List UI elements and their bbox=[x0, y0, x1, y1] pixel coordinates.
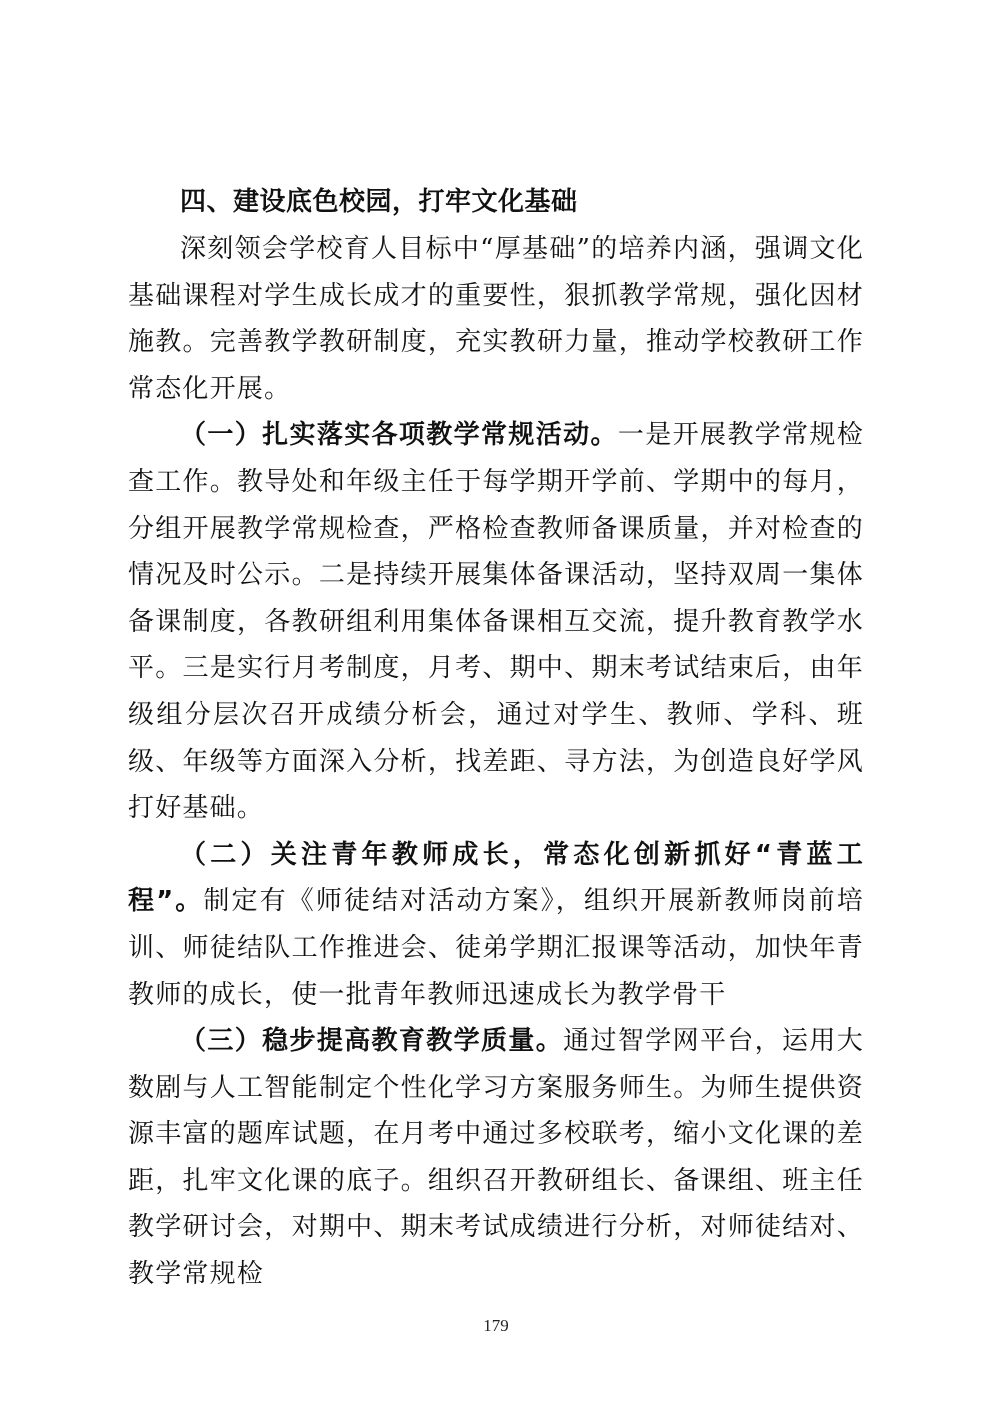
section-heading: 四、建设底色校园，打牢文化基础 bbox=[180, 187, 578, 217]
section-intro-paragraph: 深刻领会学校育人目标中“厚基础”的培养内涵，强调文化基础课程对学生成长成才的重要性，狠抓教学常规，强化因材施教。完善教学教研制度，充实教研力量，推动学校教研工作常态化开展。 bbox=[128, 234, 864, 404]
item-3-lead: （三）稳步提高教育教学质量。 bbox=[180, 1026, 564, 1057]
item-1-lead: （一）扎实落实各项教学常规活动。 bbox=[180, 420, 618, 451]
item-3-paragraph bbox=[128, 1018, 864, 1298]
page-number: 179 bbox=[483, 1316, 509, 1335]
item-2-paragraph bbox=[128, 832, 864, 1018]
item-1-body: 一是开展教学常规检查工作。教导处和年级主任于每学期开学前、学期中的每月，分组开展教学常规检查，严格检查教师备课质量，并对检查的情况及时公示。二是持续开展集体备课活动，坚持双周一集体备课制度，各教研组利用集体备课相互交流，提升教育教学水平。三是实行月考制度，月考、期中、期末考试结束后，由年级组分层次召开成绩分析会，通过对学生、教师、学科、班级、年级等方面深入分析，找差距、寻方法，为创造良好学风打好基础。 bbox=[128, 420, 864, 824]
item-1-paragraph bbox=[128, 412, 864, 831]
document-body bbox=[128, 178, 864, 1298]
item-3-body: 通过智学网平台，运用大数剧与人工智能制定个性化学习方案服务师生。为师生提供资源丰富的题库试题，在月考中通过多校联考，缩小文化课的差距，扎牢文化课的底子。组织召开教研组长、备课组、班主任教学研讨会，对期中、期末考试成绩进行分析，对师徒结对、教学常规检 bbox=[128, 1026, 864, 1290]
item-2-lead: （二）关注青年教师成长，常态化创新抓好“青蓝工程”。 bbox=[128, 839, 864, 917]
item-2-body: 制定有《师徒结对活动方案》，组织开展新教师岗前培训、师徒结队工作推进会、徒弟学期汇报课等活动，加快年青教师的成长，使一批青年教师迅速成长为教学骨干 bbox=[128, 886, 864, 1010]
